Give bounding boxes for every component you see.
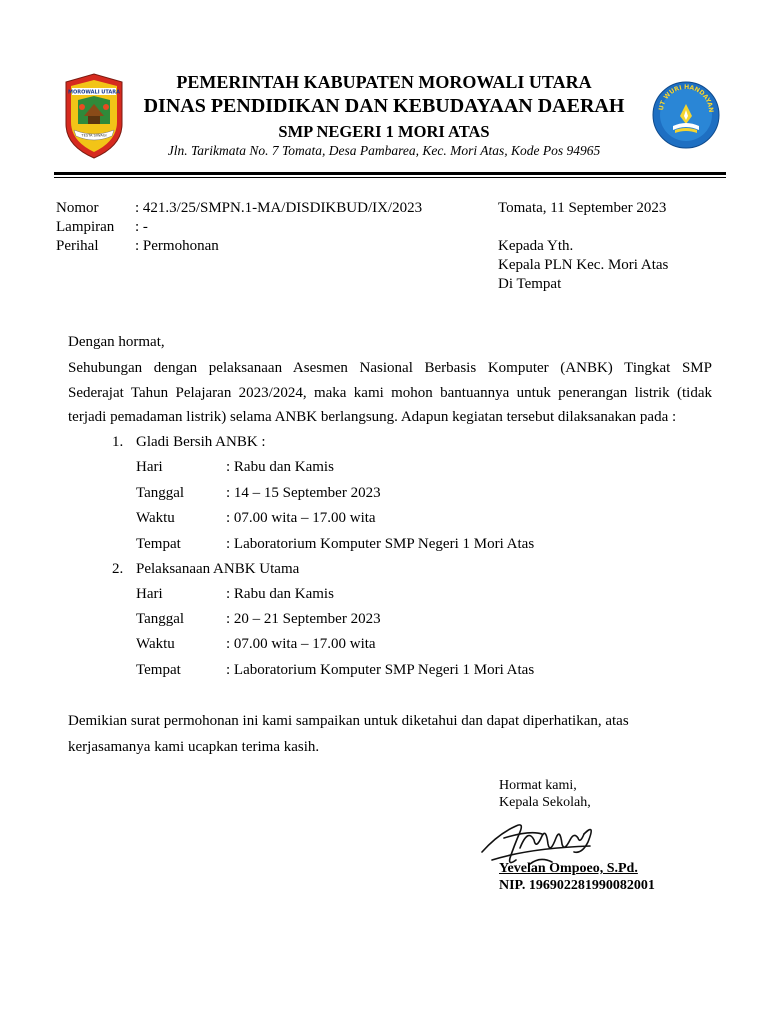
- detail-label: Tanggal: [136, 485, 185, 501]
- detail-value: : 14 – 15 September 2023: [226, 485, 381, 501]
- svg-text:TESTA SIWAGI: TESTA SIWAGI: [81, 133, 107, 138]
- lampiran-label: Lampiran: [56, 219, 115, 235]
- detail-value: : 07.00 wita – 17.00 wita: [226, 510, 376, 526]
- lampiran-value: : -: [135, 219, 148, 235]
- signer-nip: NIP. 196902281990082001: [499, 878, 655, 893]
- recipient-line-2: Kepala PLN Kec. Mori Atas: [498, 257, 669, 273]
- regards: Hormat kami,: [499, 778, 577, 793]
- paragraph-line-2: Sederajat Tahun Pelajaran 2023/2024, maka kami mohon bantuannya untuk penerangan listrik (tidak: [68, 385, 712, 401]
- list-item-number: 1.: [112, 434, 124, 450]
- nomor-value: : 421.3/25/SMPN.1-MA/DISDIKBUD/IX/2023: [135, 200, 423, 216]
- letterhead-department: DINAS PENDIDIKAN DAN KEBUDAYAAN DAERAH: [143, 95, 625, 117]
- detail-value: : Laboratorium Komputer SMP Negeri 1 Mori Atas: [226, 536, 535, 552]
- detail-label: Hari: [136, 459, 163, 475]
- recipient-line-1: Kepada Yth.: [498, 238, 574, 254]
- detail-label: Tempat: [136, 536, 181, 552]
- detail-value: : Rabu dan Kamis: [226, 586, 334, 602]
- perihal-label: Perihal: [56, 238, 99, 254]
- letterhead-address: Jln. Tarikmata No. 7 Tomata, Desa Pambarea, Kec. Mori Atas, Kode Pos 94965: [167, 143, 601, 158]
- detail-value: : 07.00 wita – 17.00 wita: [226, 636, 376, 652]
- perihal-value: : Permohonan: [135, 238, 219, 254]
- detail-label: Waktu: [136, 510, 175, 526]
- detail-value: : Laboratorium Komputer SMP Negeri 1 Mori Atas: [226, 662, 535, 678]
- list-item-title: Pelaksanaan ANBK Utama: [136, 561, 300, 577]
- closing-line-1: Demikian surat permohonan ini kami sampaikan untuk diketahui dan dapat diperhatikan, atas: [68, 713, 629, 729]
- letterhead-school: SMP NEGERI 1 MORI ATAS: [278, 122, 490, 141]
- nomor-label: Nomor: [56, 200, 99, 216]
- paragraph-line-1: Sehubungan dengan pelaksanaan Asesmen Nasional Berbasis Komputer (ANBK) Tingkat SMP: [68, 360, 712, 376]
- greeting: Dengan hormat,: [68, 334, 165, 350]
- detail-value: : 20 – 21 September 2023: [226, 611, 381, 627]
- closing-line-2: kerjasamanya kami ucapkan terima kasih.: [68, 739, 320, 755]
- recipient-line-3: Di Tempat: [498, 276, 562, 292]
- paragraph-line-3: terjadi pemadaman listrik) selama ANBK berlangsung. Adapun kegiatan tersebut dilaksanakan pada :: [68, 409, 677, 425]
- header-divider-thick: [54, 172, 726, 175]
- signer-name: Yevelan Ompoeo, S.Pd.: [499, 861, 638, 876]
- header-divider-thin: [54, 177, 726, 178]
- letter-date: Tomata, 11 September 2023: [498, 200, 667, 216]
- detail-label: Waktu: [136, 636, 175, 652]
- letterhead-government: PEMERINTAH KABUPATEN MOROWALI UTARA: [176, 72, 592, 92]
- detail-label: Hari: [136, 586, 163, 602]
- detail-label: Tanggal: [136, 611, 185, 627]
- detail-label: Tempat: [136, 662, 181, 678]
- signer-position: Kepala Sekolah,: [499, 795, 591, 810]
- list-item-number: 2.: [112, 561, 124, 577]
- detail-value: : Rabu dan Kamis: [226, 459, 334, 475]
- list-item-title: Gladi Bersih ANBK :: [136, 434, 266, 450]
- svg-text:MOROWALI UTARA: MOROWALI UTARA: [68, 89, 120, 96]
- svg-text:TUT WURI HANDAYANI: UT WURI HANDAYAN: [657, 83, 715, 113]
